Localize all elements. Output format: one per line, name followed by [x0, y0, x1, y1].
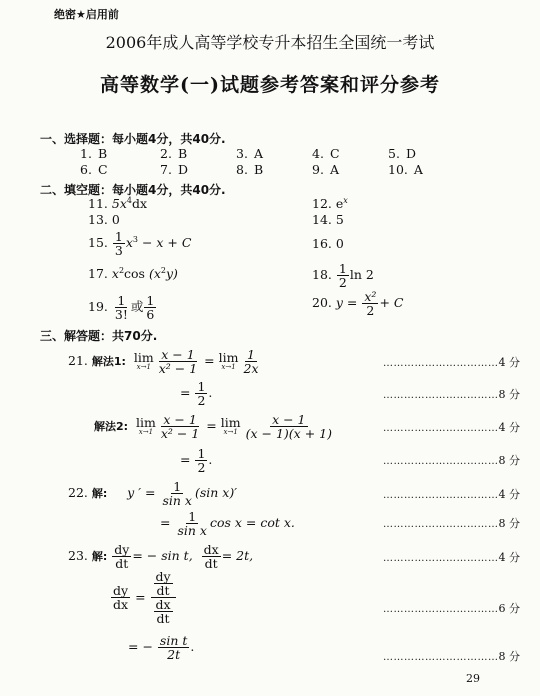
q21-method2-line1: 解法2: lim x→1 $\frac{x - 1}{\text{x² − 1}}$ = lim x→1 $\frac{x - 1}{(x - 1)(x + 1)}$ — [94, 412, 332, 442]
fill-answer-15: 15. $\frac{1}{3}$ $x^3 - x + C$ — [88, 229, 192, 259]
fill-answer-20: 20. y = $\frac{\text{x²}}{2}$ + C — [312, 289, 404, 319]
choice-answer: 4. C — [312, 146, 340, 161]
choice-answer: 7. D — [160, 162, 188, 177]
score-marker: ……………………………4 分 — [383, 421, 520, 434]
exam-title: 2006年成人高等学校专升本招生全国统一考试 — [105, 33, 435, 52]
score-marker: ……………………………8 分 — [383, 388, 520, 401]
score-marker: ……………………………8 分 — [383, 517, 520, 530]
choice-answer: 10. A — [388, 162, 423, 177]
choice-answer: 6. C — [80, 162, 108, 177]
q23-line3: = − $\frac{\text{sin t}}{2t}$ . — [128, 633, 195, 663]
section-solve-title: 三、解答题：共70分. — [40, 329, 158, 343]
score-marker: ……………………………6 分 — [383, 602, 520, 615]
fill-answer-18: 18. $\frac{1}{2}$ ln 2 — [312, 261, 374, 291]
q23-line1: 23. 解: $\frac{dy}{dt}$ = − sin t, $\frac{dx}{dt}$ = 2t, — [68, 542, 254, 572]
fill-answer-12: 12. $e^x$ — [312, 196, 348, 212]
secret-mark: 绝密★启用前 — [54, 8, 119, 21]
score-marker: ……………………………4 分 — [383, 356, 520, 369]
choice-answer: 2. B — [160, 146, 188, 161]
q22-line2: = $\frac{1}{\text{sin x}}$ cos x = cot x. — [160, 509, 295, 539]
q23-line2: $\frac{dy}{dx}$ = $\frac{\frac{dy}{dt}}{\frac{dx}{dt}}$ — [110, 570, 177, 626]
choice-answer: 1. B — [80, 146, 108, 161]
section-choice-title: 一、选择题：每小题4分，共40分. — [40, 132, 226, 146]
score-marker: ……………………………4 分 — [383, 488, 520, 501]
score-marker: ……………………………4 分 — [383, 551, 520, 564]
choice-answer: 3. A — [236, 146, 263, 161]
choice-answer: 8. B — [236, 162, 264, 177]
score-marker: ……………………………8 分 — [383, 650, 520, 663]
fill-answer-13: 13. 0 — [88, 212, 120, 227]
fill-answer-16: 16. 0 — [312, 236, 344, 251]
section-fill-title: 二、填空题：每小题4分，共40分. — [40, 183, 226, 197]
fill-answer-17: 17. $x^2\cos$ $(x^2y)$ — [88, 266, 178, 282]
q21-method2-line2: = $\frac{1}{2}$ . — [180, 446, 213, 476]
choice-answer: 9. A — [312, 162, 339, 177]
q21-method1-line2: = $\frac{1}{2}$ . — [180, 379, 213, 409]
q21-method1-line1: 21. 解法1: lim x→1 $\frac{x - 1}{\text{x² − 1}}$ = lim x→1 $\frac{1}{2x}$ — [68, 347, 259, 377]
fill-answer-14: 14. 5 — [312, 212, 344, 227]
page-number: 29 — [466, 672, 480, 685]
q22-line1: 22. 解: y ′ = $\frac{1}{\text{sin x}}$ (sin x)′ — [68, 479, 238, 509]
fill-answer-11: 11. $5x^4dx$ — [88, 196, 148, 212]
doc-title: 高等数学(一)试题参考答案和评分参考 — [100, 74, 440, 96]
choice-answer: 5. D — [388, 146, 416, 161]
fill-answer-19: 19. $\frac{1}{3!}$ 或 $\frac{1}{6}$ — [88, 293, 155, 323]
score-marker: ……………………………8 分 — [383, 454, 520, 467]
